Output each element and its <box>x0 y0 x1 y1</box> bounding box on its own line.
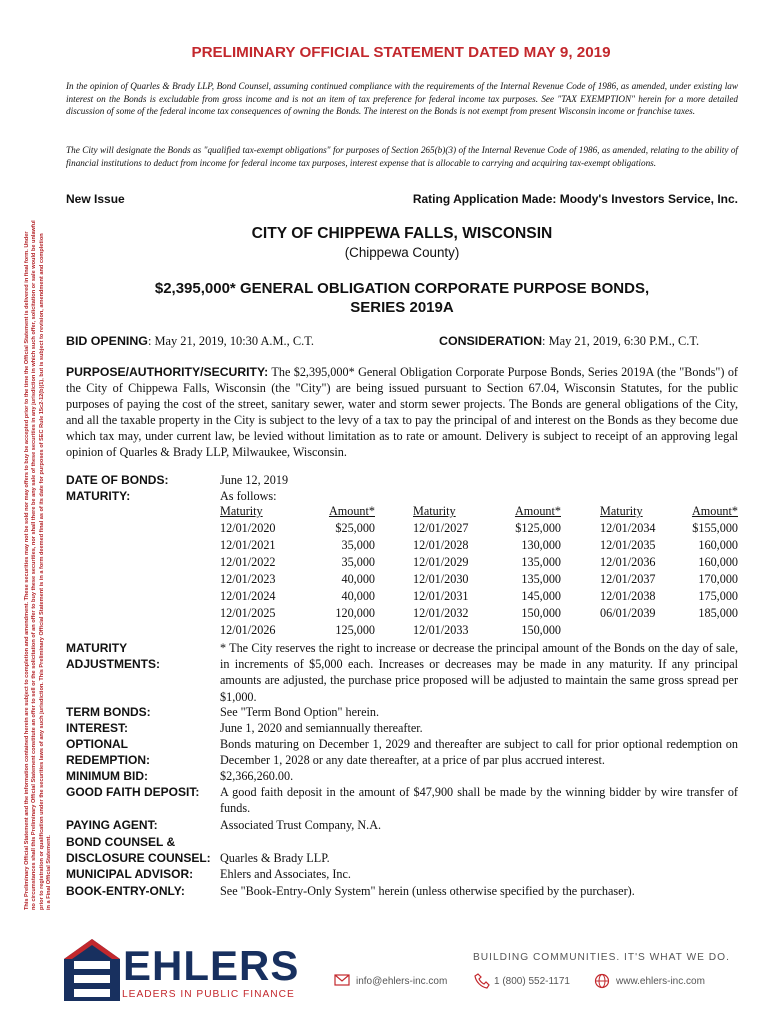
issuer-name: CITY OF CHIPPEWA FALLS, WISCONSIN <box>251 225 553 242</box>
footer-email[interactable]: info@ehlers-inc.com <box>356 976 448 987</box>
counsel-label <box>66 834 211 866</box>
maturity-value: As follows: <box>220 489 277 503</box>
maturity-date: 12/01/2025 <box>220 606 276 620</box>
label-line: MATURITY <box>66 641 128 655</box>
consideration-value: : May 21, 2019, 6:30 P.M., C.T. <box>542 334 700 348</box>
maturity-date: 12/01/2032 <box>413 606 469 620</box>
maturity-amount: 135,000 <box>521 572 561 586</box>
bond-title-line: SERIES 2019A <box>350 299 454 316</box>
term-bonds-value: See "Term Bond Option" herein. <box>220 705 380 719</box>
issue-type: New Issue <box>66 192 125 206</box>
maturity-amount: $125,000 <box>515 521 561 535</box>
municipal-advisor-label: MUNICIPAL ADVISOR: <box>66 867 194 881</box>
maturity-date: 12/01/2034 <box>600 521 656 535</box>
designation-paragraph: The City will designate the Bonds as "qualified tax-exempt obligations" for purposes of Section 265(b)(3) of the Internal Revenue Code of 1986, as amended, relating to the ability of financial institutions to deduct from income for federal income tax purposes, interest expense that is allocable to carrying and acquiring tax-exempt obligations. <box>66 145 738 168</box>
maturity-amount: 40,000 <box>341 589 375 603</box>
maturity-amount: 35,000 <box>341 555 375 569</box>
bid-row <box>66 334 738 349</box>
issuer-county: (Chippewa County) <box>344 245 460 260</box>
email-icon <box>334 973 350 987</box>
interest-value: June 1, 2020 and semiannually thereafter. <box>220 721 423 735</box>
minimum-bid-value: $2,366,260.00. <box>220 769 294 783</box>
side-disclaimer-line: prior to registration or qualification under the securities laws of any such jurisdiction. This Preliminary Official Statement is in a form deemed final as of its date for purposes of SEC Rule 15c2-12(b)(1), but is subject to revision, amendment and completion <box>38 233 45 910</box>
side-disclaimer-line: in a Final Official Statement. <box>45 835 52 910</box>
optional-redemption-label <box>66 736 150 768</box>
bid-opening-label: BID OPENING <box>66 334 148 348</box>
maturity-amount: 170,000 <box>698 572 738 586</box>
ehlers-logo-icon <box>62 937 122 1003</box>
footer-tagline: LEADERS IN PUBLIC FINANCE <box>122 989 295 1000</box>
amount-column-header: Amount* <box>691 504 738 518</box>
interest-label: INTEREST: <box>66 721 129 735</box>
maturity-column-header: Maturity <box>413 504 456 518</box>
maturity-date: 12/01/2022 <box>220 555 276 569</box>
maturity-amount: 160,000 <box>698 555 738 569</box>
maturity-date: 12/01/2036 <box>600 555 656 569</box>
label-line: OPTIONAL <box>66 737 128 751</box>
footer-phone[interactable]: 1 (800) 552-1171 <box>494 976 570 987</box>
term-bonds-label: TERM BONDS: <box>66 705 151 719</box>
maturity-amount: 150,000 <box>521 606 561 620</box>
maturity-date: 12/01/2020 <box>220 521 276 535</box>
maturity-date: 12/01/2027 <box>413 521 469 535</box>
maturity-date: 12/01/2031 <box>413 589 469 603</box>
book-entry-label: BOOK-ENTRY-ONLY: <box>66 884 185 898</box>
maturity-date: 12/01/2023 <box>220 572 276 586</box>
issue-rating-row <box>66 192 738 206</box>
amount-column-header: Amount* <box>328 504 375 518</box>
side-disclaimer-line: This Preliminary Official Statement and the information contained herein are subject to completion and amendment. These securities may not be sold nor may offers to buy be accepted prior to the time the Official Statement is delivered in final form. Under <box>24 231 30 910</box>
purpose-label: PURPOSE/AUTHORITY/SECURITY: <box>66 365 269 379</box>
paying-agent-value: Associated Trust Company, N.A. <box>220 818 382 832</box>
paying-agent-label: PAYING AGENT: <box>66 818 158 832</box>
maturity-date: 12/01/2029 <box>413 555 469 569</box>
maturity-column-header: Maturity <box>220 504 263 518</box>
date-of-bonds-value: June 12, 2019 <box>220 473 289 487</box>
maturity-amount: 130,000 <box>521 538 561 552</box>
maturity-amount: 40,000 <box>341 572 375 586</box>
purpose-text: The $2,395,000* General Obligation Corporate Purpose Bonds, Series 2019A (the "Bonds") of the City of Chippewa Falls, Wisconsin (the "City") are being issued pursuant to Section 67.04, Wisconsin Statutes, for the public purposes of paying the cost of the street, sanitary sewer, water and storm sewer projects. The Bonds are general obligations of the City, and all the taxable property in the City is subject to the levy of a tax to pay the principal of and interest on the Bonds as they become due which tax may, under current law, be levied without limitation as to rate or amount. Delivery is subject to receipt of an approving legal opinion of Quarles & Brady LLP, Milwaukee, Wisconsin. <box>66 365 738 460</box>
maturity-date: 12/01/2021 <box>220 538 276 552</box>
book-entry-value: See "Book-Entry-Only System" herein (unless otherwise specified by the purchaser). <box>220 884 635 898</box>
maturity-date: 12/01/2035 <box>600 538 656 552</box>
maturity-amount: 145,000 <box>521 589 561 603</box>
bond-title-line: $2,395,000* GENERAL OBLIGATION CORPORATE PURPOSE BONDS, <box>154 280 650 297</box>
maturity-date: 12/01/2024 <box>220 589 276 603</box>
maturity-amount: 150,000 <box>521 623 561 637</box>
maturity-date: 12/01/2026 <box>220 623 276 637</box>
footer-slogan: BUILDING COMMUNITIES. IT'S WHAT WE DO. <box>473 952 730 963</box>
footer-logo-text: EHLERS <box>123 942 300 989</box>
globe-icon <box>594 973 610 989</box>
maturity-amount: 185,000 <box>698 606 738 620</box>
bid-opening-value: : May 21, 2019, 10:30 A.M., C.T. <box>147 334 314 348</box>
good-faith-label: GOOD FAITH DEPOSIT: <box>66 785 200 799</box>
good-faith-value: A good faith deposit in the amount of $47,900 shall be made by the winning bidder by wire transfer of funds. <box>220 785 738 816</box>
footer-website[interactable]: www.ehlers-inc.com <box>616 976 705 987</box>
maturity-amount: 135,000 <box>521 555 561 569</box>
label-line: REDEMPTION: <box>66 753 150 767</box>
counsel-value: Quarles & Brady LLP. <box>220 851 330 865</box>
label-line: ADJUSTMENTS: <box>66 657 161 671</box>
purpose-paragraph <box>66 364 738 461</box>
maturity-date: 12/01/2037 <box>600 572 656 586</box>
label-line: DISCLOSURE COUNSEL: <box>66 851 211 865</box>
maturity-amount: 125,000 <box>335 623 375 637</box>
maturity-amount: $25,000 <box>335 521 375 535</box>
maturity-amount: $155,000 <box>692 521 738 535</box>
label-line: BOND COUNSEL & <box>66 835 176 849</box>
amount-column-header: Amount* <box>514 504 561 518</box>
minimum-bid-label: MINIMUM BID: <box>66 769 148 783</box>
maturity-date: 12/01/2030 <box>413 572 469 586</box>
maturity-date: 12/01/2033 <box>413 623 469 637</box>
maturity-adjustments-value: * The City reserves the right to increase or decrease the principal amount of the Bonds on the day of sale, in increments of $5,000 each. Increases or decreases may be made in any maturity. If any principal amounts are adjusted, the purchase price proposed will be adjusted to maintain the same gross spread per $1,000. <box>220 641 738 704</box>
municipal-advisor-value: Ehlers and Associates, Inc. <box>220 867 351 881</box>
maturity-date: 12/01/2038 <box>600 589 656 603</box>
bond-title <box>66 279 738 317</box>
maturity-date: 12/01/2028 <box>413 538 469 552</box>
document-title: PRELIMINARY OFFICIAL STATEMENT DATED MAY 9, 2019 <box>191 44 611 61</box>
side-disclaimer <box>24 10 54 910</box>
phone-icon <box>474 973 490 989</box>
consideration-label: CONSIDERATION <box>439 334 543 348</box>
maturity-amount: 175,000 <box>698 589 738 603</box>
side-disclaimer-line: no circumstances shall this Preliminary Official Statement constitute an offer to sell or the solicitation of an offer to buy these securities, nor shall there be any sale of these securities in any jurisdiction in which such offer, solicitation or sale would be unlawful <box>31 220 38 910</box>
maturity-amount: 160,000 <box>698 538 738 552</box>
maturity-column-header: Maturity <box>600 504 643 518</box>
optional-redemption-value: Bonds maturing on December 1, 2029 and thereafter are subject to call for prior optional redemption on December 1, 2028 or any date thereafter, at a price of par plus accrued interest. <box>220 737 738 768</box>
maturity-adjustments-label <box>66 640 160 672</box>
maturity-date: 06/01/2039 <box>600 606 656 620</box>
tax-opinion-paragraph: In the opinion of Quarles & Brady LLP, Bond Counsel, assuming continued compliance with the requirements of the Internal Revenue Code of 1986, as amended, under existing law interest on the Bonds is excludable from gross income and is not an item of tax preference for federal income tax purposes. See "TAX EXEMPTION" herein for a more detailed discussion of some of the federal income tax consequences of owning the Bonds. The interest on the Bonds is not exempt from present Wisconsin income or franchise taxes. <box>66 81 738 117</box>
maturity-amount: 35,000 <box>341 538 375 552</box>
maturity-amount: 120,000 <box>335 606 375 620</box>
maturity-label: MATURITY: <box>66 489 131 503</box>
date-of-bonds-label: DATE OF BONDS: <box>66 473 169 487</box>
rating-note: Rating Application Made: Moody's Investors Service, Inc. <box>412 192 738 206</box>
